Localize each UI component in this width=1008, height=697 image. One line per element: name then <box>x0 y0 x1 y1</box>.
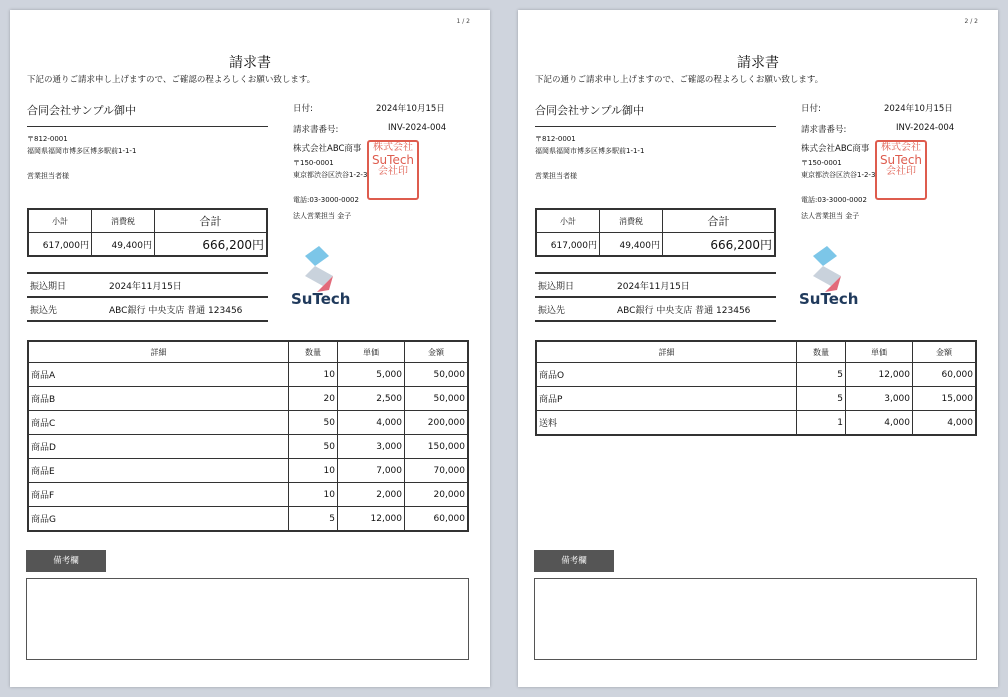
subtotal-value: 617,000円 <box>28 233 92 257</box>
item-amount: 15,000 <box>913 387 977 411</box>
company-contact: 法人営業担当 金子 <box>293 212 352 220</box>
client-name: 合同会社サンプル御中 <box>535 104 645 117</box>
payment-info <box>27 272 268 322</box>
item-price: 12,000 <box>338 507 405 532</box>
item-qty: 50 <box>289 411 338 435</box>
detail-header-amount: 金額 <box>913 341 977 363</box>
table-row <box>28 507 468 532</box>
total-header: 合計 <box>155 209 268 233</box>
remarks-box <box>534 578 977 660</box>
date-value: 2024年10月15日 <box>376 104 445 114</box>
date-label: 日付: <box>293 104 313 114</box>
item-price: 3,000 <box>846 387 913 411</box>
subtotal-header: 小計 <box>28 209 92 233</box>
table-row <box>28 387 468 411</box>
document-title: 請求書 <box>737 55 779 71</box>
total-header: 合計 <box>663 209 776 233</box>
item-price: 4,000 <box>846 411 913 436</box>
client-postal: 〒812-0001 <box>27 135 68 143</box>
detail-table <box>535 340 977 436</box>
item-qty: 5 <box>797 363 846 387</box>
logo-text: SuTech <box>799 290 859 308</box>
item-amount: 200,000 <box>405 411 469 435</box>
invoice-page-2 <box>518 10 998 687</box>
item-price: 12,000 <box>846 363 913 387</box>
item-price: 7,000 <box>338 459 405 483</box>
detail-header-price: 単価 <box>338 341 405 363</box>
client-postal: 〒812-0001 <box>535 135 576 143</box>
date-value: 2024年10月15日 <box>884 104 953 114</box>
invoice-page-1 <box>10 10 490 687</box>
detail-header-item: 詳細 <box>28 341 289 363</box>
item-name: 商品A <box>28 363 289 387</box>
client-underline <box>535 126 776 127</box>
item-qty: 5 <box>289 507 338 532</box>
page-number: 1 / 2 <box>456 18 470 25</box>
company-address: 東京都渋谷区渋谷1-2-3 <box>801 171 876 179</box>
logo-text: SuTech <box>291 290 351 308</box>
detail-header-amount: 金額 <box>405 341 469 363</box>
company-name: 株式会社ABC商事 <box>293 144 362 154</box>
invoice-number-value: INV-2024-004 <box>896 123 955 133</box>
tax-header: 消費税 <box>92 209 155 233</box>
detail-header-item: 詳細 <box>536 341 797 363</box>
item-qty: 50 <box>289 435 338 459</box>
item-amount: 60,000 <box>913 363 977 387</box>
item-name: 商品F <box>28 483 289 507</box>
item-name: 商品C <box>28 411 289 435</box>
tax-value: 49,400円 <box>600 233 663 257</box>
summary-table <box>27 208 268 257</box>
document-title: 請求書 <box>229 55 271 71</box>
seal-line-1: 株式会社 <box>881 142 921 153</box>
item-name: 商品D <box>28 435 289 459</box>
table-row <box>28 435 468 459</box>
tax-header: 消費税 <box>600 209 663 233</box>
invoice-number-label: 請求書番号: <box>293 125 339 135</box>
item-price: 2,500 <box>338 387 405 411</box>
item-amount: 20,000 <box>405 483 469 507</box>
subtotal-header: 小計 <box>536 209 600 233</box>
item-qty: 10 <box>289 459 338 483</box>
invoice-number-label: 請求書番号: <box>801 125 847 135</box>
client-underline <box>27 126 268 127</box>
item-qty: 10 <box>289 483 338 507</box>
tax-value: 49,400円 <box>92 233 155 257</box>
item-amount: 70,000 <box>405 459 469 483</box>
company-phone: 電話:03-3000-0002 <box>293 196 359 204</box>
item-qty: 20 <box>289 387 338 411</box>
item-amount: 50,000 <box>405 387 469 411</box>
total-value: 666,200円 <box>155 233 268 257</box>
total-value: 666,200円 <box>663 233 776 257</box>
client-contact: 営業担当者様 <box>535 172 577 180</box>
item-amount: 150,000 <box>405 435 469 459</box>
item-name: 商品E <box>28 459 289 483</box>
bank-value: ABC銀行 中央支店 普通 123456 <box>109 306 243 316</box>
table-row <box>536 411 976 436</box>
remarks-label: 備考欄 <box>26 550 106 572</box>
payment-due-label: 振込期日 <box>538 282 575 292</box>
item-price: 4,000 <box>338 411 405 435</box>
payment-info <box>535 272 776 322</box>
client-contact: 営業担当者様 <box>27 172 69 180</box>
client-address: 福岡県福岡市博多区博多駅前1-1-1 <box>535 147 645 155</box>
item-amount: 50,000 <box>405 363 469 387</box>
item-name: 商品B <box>28 387 289 411</box>
item-qty: 10 <box>289 363 338 387</box>
table-row <box>536 387 976 411</box>
company-address: 東京都渋谷区渋谷1-2-3 <box>293 171 368 179</box>
detail-header-qty: 数量 <box>797 341 846 363</box>
company-postal: 〒150-0001 <box>293 159 334 167</box>
company-contact: 法人営業担当 金子 <box>801 212 860 220</box>
item-name: 商品P <box>536 387 797 411</box>
item-price: 3,000 <box>338 435 405 459</box>
item-amount: 4,000 <box>913 411 977 436</box>
seal-line-3: 会社印 <box>886 166 916 177</box>
payment-due-value: 2024年11月15日 <box>617 282 690 292</box>
detail-table <box>27 340 469 532</box>
item-price: 5,000 <box>338 363 405 387</box>
detail-header-price: 単価 <box>846 341 913 363</box>
item-name: 送料 <box>536 411 797 436</box>
table-row <box>28 483 468 507</box>
bank-label: 振込先 <box>30 306 58 316</box>
item-amount: 60,000 <box>405 507 469 532</box>
client-name: 合同会社サンプル御中 <box>27 104 137 117</box>
date-label: 日付: <box>801 104 821 114</box>
item-qty: 1 <box>797 411 846 436</box>
intro-text: 下記の通りご請求申し上げますので、ご確認の程よろしくお願い致します。 <box>27 75 316 85</box>
invoice-number-value: INV-2024-004 <box>388 123 447 133</box>
bank-value: ABC銀行 中央支店 普通 123456 <box>617 306 751 316</box>
client-address: 福岡県福岡市博多区博多駅前1-1-1 <box>27 147 137 155</box>
seal-line-2: SuTech <box>371 153 415 167</box>
table-row <box>28 411 468 435</box>
seal-line-2: SuTech <box>879 153 923 167</box>
subtotal-value: 617,000円 <box>536 233 600 257</box>
item-name: 商品O <box>536 363 797 387</box>
company-name: 株式会社ABC商事 <box>801 144 870 154</box>
seal-line-1: 株式会社 <box>373 142 413 153</box>
table-row <box>28 363 468 387</box>
company-seal <box>875 140 927 200</box>
payment-due-label: 振込期日 <box>30 282 67 292</box>
bank-label: 振込先 <box>538 306 566 316</box>
payment-due-value: 2024年11月15日 <box>109 282 182 292</box>
item-qty: 5 <box>797 387 846 411</box>
company-postal: 〒150-0001 <box>801 159 842 167</box>
intro-text: 下記の通りご請求申し上げますので、ご確認の程よろしくお願い致します。 <box>535 75 824 85</box>
remarks-label: 備考欄 <box>534 550 614 572</box>
seal-line-3: 会社印 <box>378 166 408 177</box>
table-row <box>536 363 976 387</box>
company-seal <box>367 140 419 200</box>
detail-header-qty: 数量 <box>289 341 338 363</box>
page-number: 2 / 2 <box>964 18 978 25</box>
remarks-box <box>26 578 469 660</box>
table-row <box>28 459 468 483</box>
item-price: 2,000 <box>338 483 405 507</box>
summary-table <box>535 208 776 257</box>
company-phone: 電話:03-3000-0002 <box>801 196 867 204</box>
item-name: 商品G <box>28 507 289 532</box>
